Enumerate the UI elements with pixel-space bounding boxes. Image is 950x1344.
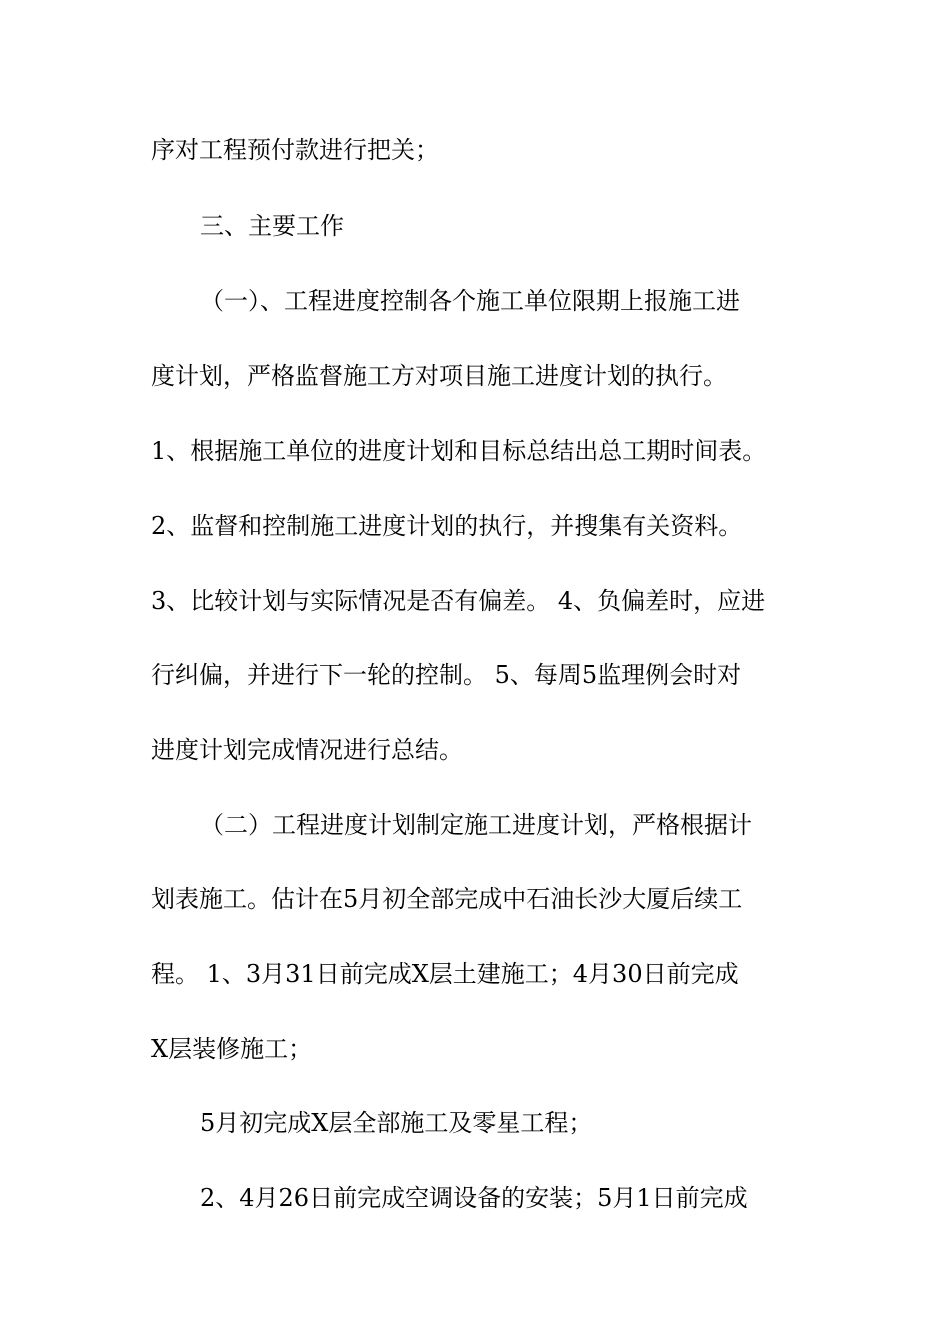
text-line-11: 划表施工。估计在5月初全部完成中石油长沙大厦后续工	[151, 885, 743, 913]
text-line-14: 5月初完成X层全部施工及零星工程；	[200, 1109, 593, 1137]
text-line-4: 度计划，严格监督施工方对项目施工进度计划的执行。	[151, 362, 727, 390]
text-line-9: 进度计划完成情况进行总结。	[151, 736, 463, 764]
text-line-15: 2、4月26日前完成空调设备的安装；5月1日前完成	[200, 1184, 748, 1212]
text-line-13: X层装修施工；	[151, 1035, 313, 1063]
text-line-1: 序对工程预付款进行把关；	[151, 136, 439, 164]
text-line-7: 3、比较计划与实际情况是否有偏差。 4、负偏差时，应进	[151, 587, 766, 615]
text-line-8: 行纠偏，并进行下一轮的控制。 5、每周5监理例会时对	[151, 661, 742, 689]
text-line-3: （一）、工程进度控制各个施工单位限期上报施工进	[200, 287, 740, 315]
text-line-5: 1、根据施工单位的进度计划和目标总结出总工期时间表。	[151, 437, 767, 465]
text-line-10: （二）工程进度计划制定施工进度计划，严格根据计	[200, 811, 752, 839]
text-line-6: 2、监督和控制施工进度计划的执行，并搜集有关资料。	[151, 512, 743, 540]
text-line-12: 程。 1、3月31日前完成X层土建施工；4月30日前完成	[151, 960, 739, 988]
section-heading-main-work: 三、主要工作	[200, 212, 344, 240]
